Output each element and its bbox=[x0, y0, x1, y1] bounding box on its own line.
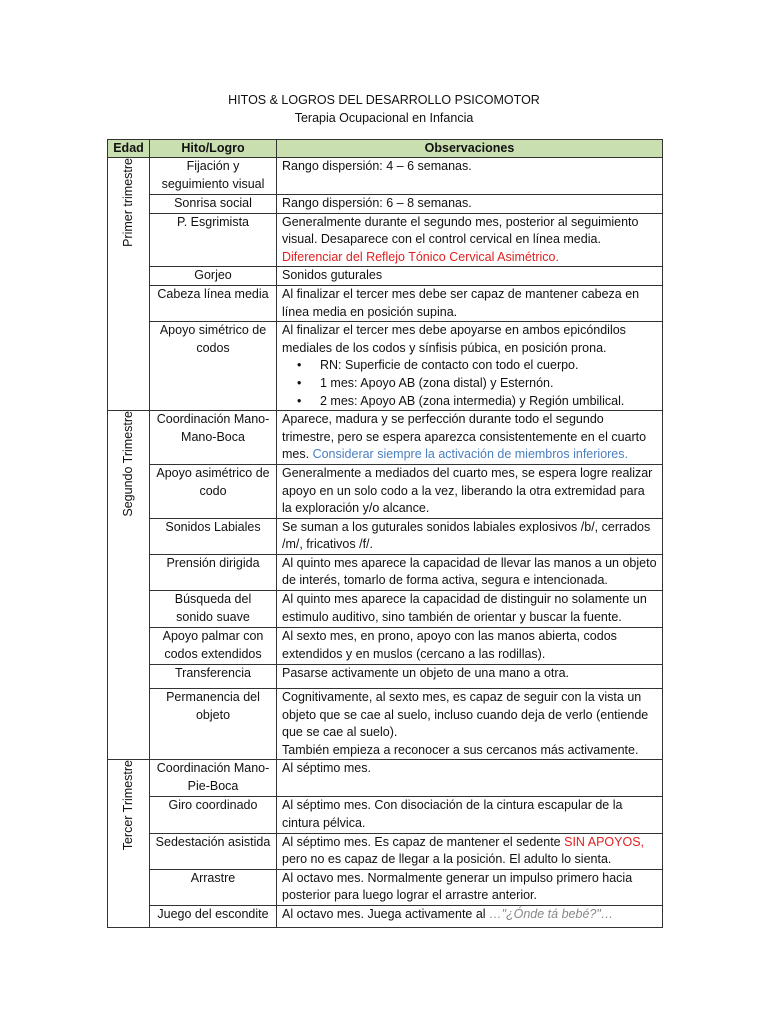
list-item: • RN: Superficie de contacto con todo el cuerpo. bbox=[320, 357, 657, 375]
table-row bbox=[108, 628, 663, 665]
table-row bbox=[108, 591, 663, 628]
obs-highlight-red: Diferenciar del Reflejo Tónico Cervical Asimétrico. bbox=[282, 249, 559, 264]
obs-cell: Generalmente a mediados del cuarto mes, se espera logre realizar apoyo en un solo codo a la vez, liberando la otra extremidad para la exploración y/o alcance. bbox=[277, 464, 663, 518]
header-edad: Edad bbox=[108, 140, 150, 158]
obs-cell: Al sexto mes, en prono, apoyo con las manos abierta, codos extendidos y en muslos (cercano a las rodillas). bbox=[277, 628, 663, 665]
hito-cell: Apoyo asimétrico de codo bbox=[150, 464, 277, 518]
table-row bbox=[108, 906, 663, 928]
obs-cell: Rango dispersión: 6 – 8 semanas. bbox=[277, 195, 663, 214]
table-row bbox=[108, 689, 663, 760]
table-row bbox=[108, 322, 663, 411]
table-row bbox=[108, 285, 663, 321]
hito-cell: Giro coordinado bbox=[150, 797, 277, 833]
obs-highlight-blue: Considerar siempre la activación de miembros inferiores. bbox=[312, 447, 628, 462]
hito-cell: Cabeza línea media bbox=[150, 285, 277, 321]
hito-cell: P. Esgrimista bbox=[150, 213, 277, 267]
obs-cell: Al séptimo mes. Es capaz de mantener el sedente SIN APOYOS, pero no es capaz de llegar a la posición. El adulto lo sienta. bbox=[277, 833, 663, 869]
hito-cell: Coordinación Mano-Pie-Boca bbox=[150, 760, 277, 797]
hito-cell: Prensión dirigida bbox=[150, 554, 277, 590]
obs-cell: Al octavo mes. Normalmente generar un impulso primero hacia posterior para luego lograr el arrastre anterior. bbox=[277, 869, 663, 905]
hito-cell: Sonidos Labiales bbox=[150, 518, 277, 554]
obs-cell: Aparece, madura y se perfección durante todo el segundo trimestre, pero se espera aparezca consistentemente en el cuarto mes. Considerar siempre la activación de miembros inferiores. bbox=[277, 411, 663, 465]
table-row bbox=[108, 833, 663, 869]
table-row bbox=[108, 267, 663, 286]
document-subtitle: Terapia Ocupacional en Infancia bbox=[294, 111, 474, 125]
hito-cell: Permanencia del objeto bbox=[150, 689, 277, 760]
header-observaciones: Observaciones bbox=[277, 140, 663, 158]
obs-cell: Al quinto mes aparece la capacidad de distinguir no solamente un estimulo auditivo, sino también de orientar y buscar la fuente. bbox=[277, 591, 663, 628]
hito-cell: Apoyo palmar con codos extendidos bbox=[150, 628, 277, 665]
table-row bbox=[108, 411, 663, 465]
hito-cell: Búsqueda del sonido suave bbox=[150, 591, 277, 628]
table-row bbox=[108, 665, 663, 689]
table-row bbox=[108, 158, 663, 195]
hito-cell: Sedestación asistida bbox=[150, 833, 277, 869]
obs-cell: Al finalizar el tercer mes debe ser capaz de mantener cabeza en línea media en posición supina. bbox=[277, 285, 663, 321]
table-row bbox=[108, 518, 663, 554]
table-row bbox=[108, 464, 663, 518]
document-header bbox=[0, 91, 768, 127]
table-row bbox=[108, 195, 663, 214]
hito-cell: Fijación y seguimiento visual bbox=[150, 158, 277, 195]
header-hito: Hito/Logro bbox=[150, 140, 277, 158]
hito-cell: Sonrisa social bbox=[150, 195, 277, 214]
obs-cell: Generalmente durante el segundo mes, posterior al seguimiento visual. Desaparece con el control cervical en línea media. Diferenciar del Reflejo Tónico Cervical Asimétrico. bbox=[277, 213, 663, 267]
hito-cell: Juego del escondite bbox=[150, 906, 277, 928]
table-row bbox=[108, 869, 663, 905]
age-label-segundo-trimestre: Segundo Trimestre bbox=[108, 411, 150, 760]
age-label-tercer-trimestre: Tercer Trimestre bbox=[108, 760, 150, 928]
obs-cell: Sonidos guturales bbox=[277, 267, 663, 286]
obs-cell: Pasarse activamente un objeto de una mano a otra. bbox=[277, 665, 663, 689]
age-label-primer-trimestre: Primer trimestre bbox=[108, 158, 150, 411]
obs-cell: Al séptimo mes. Con disociación de la cintura escapular de la cintura pélvica. bbox=[277, 797, 663, 833]
obs-cell: Al séptimo mes. bbox=[277, 760, 663, 797]
obs-cell: Cognitivamente, al sexto mes, es capaz de seguir con la vista un objeto que se cae al suelo, incluso cuando deja de verlo (entiende que se cae al suelo). También empieza a reconocer a sus cercanos más activamente. bbox=[277, 689, 663, 760]
list-item: • 2 mes: Apoyo AB (zona intermedia) y Región umbilical. bbox=[320, 393, 657, 411]
bullet-list bbox=[282, 357, 657, 410]
table-header-row bbox=[108, 140, 663, 158]
document-title: HITOS & LOGROS DEL DESARROLLO PSICOMOTOR bbox=[228, 93, 540, 107]
table-row bbox=[108, 760, 663, 797]
hito-cell: Gorjeo bbox=[150, 267, 277, 286]
obs-cell: Al finalizar el tercer mes debe apoyarse en ambos epicóndilos mediales de los codos y sínfisis púbica, en posición prona. • RN: Superficie de contacto con todo el cuerpo. • 1 mes: Apoyo AB (zona distal) y Esternón. • 2 mes: Apoyo AB (zona intermedia) y Región umbilical. bbox=[277, 322, 663, 411]
table-row bbox=[108, 797, 663, 833]
obs-cell: Rango dispersión: 4 – 6 semanas. bbox=[277, 158, 663, 195]
list-item: • 1 mes: Apoyo AB (zona distal) y Esternón. bbox=[320, 375, 657, 393]
obs-cell: Se suman a los guturales sonidos labiales explosivos /b/, cerrados /m/, fricativos /f/. bbox=[277, 518, 663, 554]
table-row bbox=[108, 554, 663, 590]
obs-highlight-red: SIN APOYOS, bbox=[564, 834, 644, 849]
milestones-table bbox=[107, 139, 663, 928]
obs-quote: …"¿Ónde tá bebé?"… bbox=[489, 907, 614, 921]
obs-cell: Al octavo mes. Juega activamente al …"¿Ónde tá bebé?"… bbox=[277, 906, 663, 928]
obs-cell: Al quinto mes aparece la capacidad de llevar las manos a un objeto de interés, tomarlo de forma activa, segura e intencionada. bbox=[277, 554, 663, 590]
table-row bbox=[108, 213, 663, 267]
hito-cell: Coordinación Mano-Mano-Boca bbox=[150, 411, 277, 465]
hito-cell: Apoyo simétrico de codos bbox=[150, 322, 277, 411]
hito-cell: Arrastre bbox=[150, 869, 277, 905]
hito-cell: Transferencia bbox=[150, 665, 277, 689]
